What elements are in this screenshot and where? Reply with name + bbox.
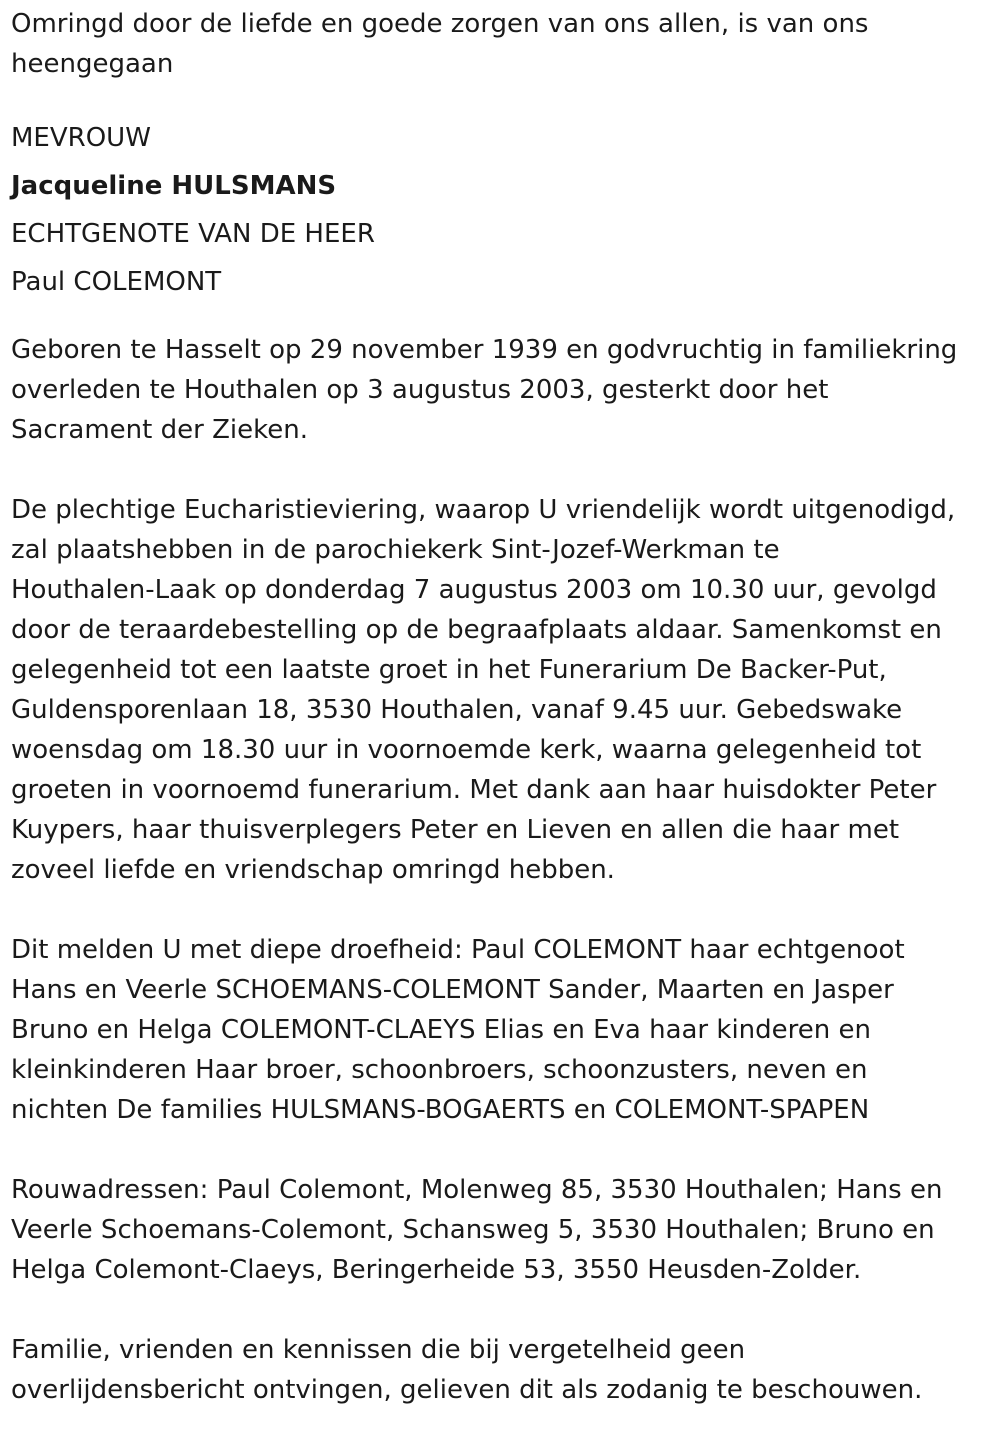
closing-paragraph: Familie, vrienden en kennissen die bij vergetelheid geen overlijdensbericht ontvingen, gelieven dit als zodanig te beschouwen. <box>11 1335 923 1405</box>
relation-line: ECHTGENOTE VAN DE HEER <box>11 219 375 249</box>
birth-death-paragraph: Geboren te Hasselt op 29 november 1939 en godvruchtig in familiekring overleden te Houthalen op 3 augustus 2003, gesterkt door het Sacrament der Zieken. <box>11 335 958 445</box>
intro-paragraph: Omringd door de liefde en goede zorgen van ons allen, is van ons heengegaan <box>11 9 869 79</box>
spouse-name: Paul COLEMONT <box>11 267 222 297</box>
spacer <box>11 450 986 490</box>
title-line: MEVROUW <box>11 123 151 153</box>
addresses-paragraph: Rouwadressen: Paul Colemont, Molenweg 85, 3530 Houthalen; Hans en Veerle Schoemans-Colemont, Schansweg 5, 3530 Houthalen; Bruno en Helga Colemont-Claeys, Beringerheide 53, 3550 Heusden-Zolder. <box>11 1175 943 1285</box>
spacer <box>11 306 986 330</box>
spacer <box>11 1290 986 1330</box>
announcement-paragraph: Dit melden U met diepe droefheid: Paul COLEMONT haar echtgenoot Hans en Veerle SCHOEMANS-COLEMONT Sander, Maarten en Jasper Bruno en Helga COLEMONT-CLAEYS Elias en Eva haar kinderen en kleinkinderen Haar broer, schoonbroers, schoonzusters, neven en nichten De families HULSMANS-BOGAERTS en COLEMONT-SPAPEN <box>11 935 905 1125</box>
spacer <box>11 890 986 930</box>
obituary-text <box>11 4 986 1410</box>
ceremony-paragraph: De plechtige Eucharistieviering, waarop U vriendelijk wordt uitgenodigd, zal plaatshebben in de parochiekerk Sint-Jozef-Werkman te Houthalen-Laak op donderdag 7 augustus 2003 om 10.30 uur, gevolgd door de teraardebestelling op de begraafplaats aldaar. Samenkomst en gelegenheid tot een laatste groet in het Funerarium De Backer-Put, Guldensporenlaan 18, 3530 Houthalen, vanaf 9.45 uur. Gebedswake woensdag om 18.30 uur in voornoemde kerk, waarna gelegenheid tot groeten in voornoemd funerarium. Met dank aan haar huisdokter Peter Kuypers, haar thuisverplegers Peter en Lieven en allen die haar met zoveel liefde en vriendschap omringd hebben. <box>11 495 956 885</box>
deceased-name: Jacqueline HULSMANS <box>11 171 337 201</box>
spacer <box>11 84 986 114</box>
spacer <box>11 1130 986 1170</box>
